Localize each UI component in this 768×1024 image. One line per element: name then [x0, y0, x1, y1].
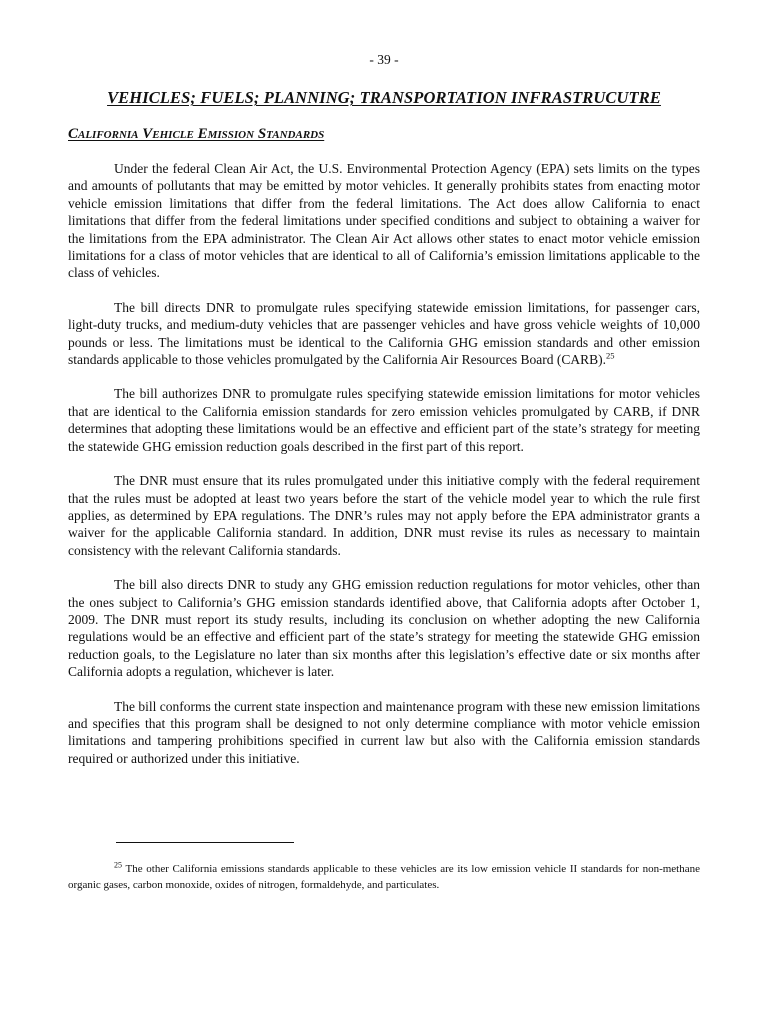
- subsection-title: California Vehicle Emission Standards: [68, 126, 325, 142]
- footnote: [68, 862, 700, 893]
- section-title: VEHICLES; FUELS; PLANNING; TRANSPORTATION INFRASTRUCUTRE: [107, 88, 661, 107]
- paragraph-6-text: The bill conforms the current state inspection and maintenance program with these new emission limitations and specifies that this program shall be designed to not only determine compliance with motor vehicle emission limitations and tampering prohibitions specified in current law but also with the California emission standards required or authorized under this initiative.: [68, 698, 700, 766]
- paragraph-4-text: The DNR must ensure that its rules promulgated under this initiative comply with the federal requirement that the rules must be adopted at least two years before the start of the vehicle model year to which the rule first applies, as determined by EPA regulations. The DNR’s rules may not apply before the EPA administrator grants a waiver for the applicable California standard. In addition, DNR must revise its rules as necessary to maintain consistency with the relevant California standards.: [68, 473, 700, 558]
- footnote-text: The other California emissions standards applicable to these vehicles are its low emission vehicle II standards for non-methane organic gases, carbon monoxide, oxides of nitrogen, formaldehyde, and particulates.: [68, 863, 700, 891]
- footnote-reference[interactable]: 25: [606, 350, 615, 361]
- paragraph-4: [68, 472, 700, 559]
- page-number: - 39 -: [369, 52, 399, 67]
- paragraph-3: [68, 385, 700, 455]
- paragraph-2-text: The bill directs DNR to promulgate rules specifying statewide emission limitations, for passenger cars, light-duty trucks, and medium-duty vehicles that are passenger vehicles and have gross vehicle weights of 10,000 pounds or less. The limitations must be identical to the California GHG emission standards and other emission standards applicable to those vehicles promulgated by the California Air Resources Board (CARB).: [68, 299, 700, 368]
- paragraph-1-text: Under the federal Clean Air Act, the U.S. Environmental Protection Agency (EPA) sets limits on the types and amounts of pollutants that may be emitted by motor vehicles. It generally prohibits states from enacting motor vehicle emission limitations that differ from the federal limitations. The Act does allow California to enact limitations that differ from the federal limitations under specified conditions and subject to obtaining a waiver for the limitations from the EPA administrator. The Clean Air Act allows other states to enact motor vehicle emission limitations for a class of motor vehicles that are identical to all of California’s emission limitations applicable to the class of vehicles.: [68, 161, 700, 281]
- paragraph-5-text: The bill also directs DNR to study any GHG emission reduction regulations for motor vehicles, other than the ones subject to California’s GHG emission standards identified above, that California adopts after October 1, 2009. The DNR must report its study results, including its conclusion on whether adopting the new California regulations would be an effective and efficient part of the state’s strategy for meeting the statewide GHG emission reduction goals, to the Legislature no later than six months after this legislation’s effective date or six months after California adopts a regulation, whichever is later.: [68, 577, 700, 680]
- paragraph-1: [68, 160, 700, 282]
- paragraph-6: [68, 698, 700, 768]
- body-text: [68, 160, 700, 784]
- footnote-separator: [116, 842, 294, 843]
- paragraph-3-text: The bill authorizes DNR to promulgate rules specifying statewide emission limitations for motor vehicles that are identical to the California emission standards for zero emission vehicles promulgated by CARB, if DNR determines that adopting these limitations would be an effective and efficient part of the state’s strategy for meeting the statewide GHG emission reduction goals described in the first part of this report.: [68, 386, 700, 454]
- footnote-number: 25: [114, 860, 122, 870]
- paragraph-2: [68, 299, 700, 369]
- paragraph-5: [68, 576, 700, 680]
